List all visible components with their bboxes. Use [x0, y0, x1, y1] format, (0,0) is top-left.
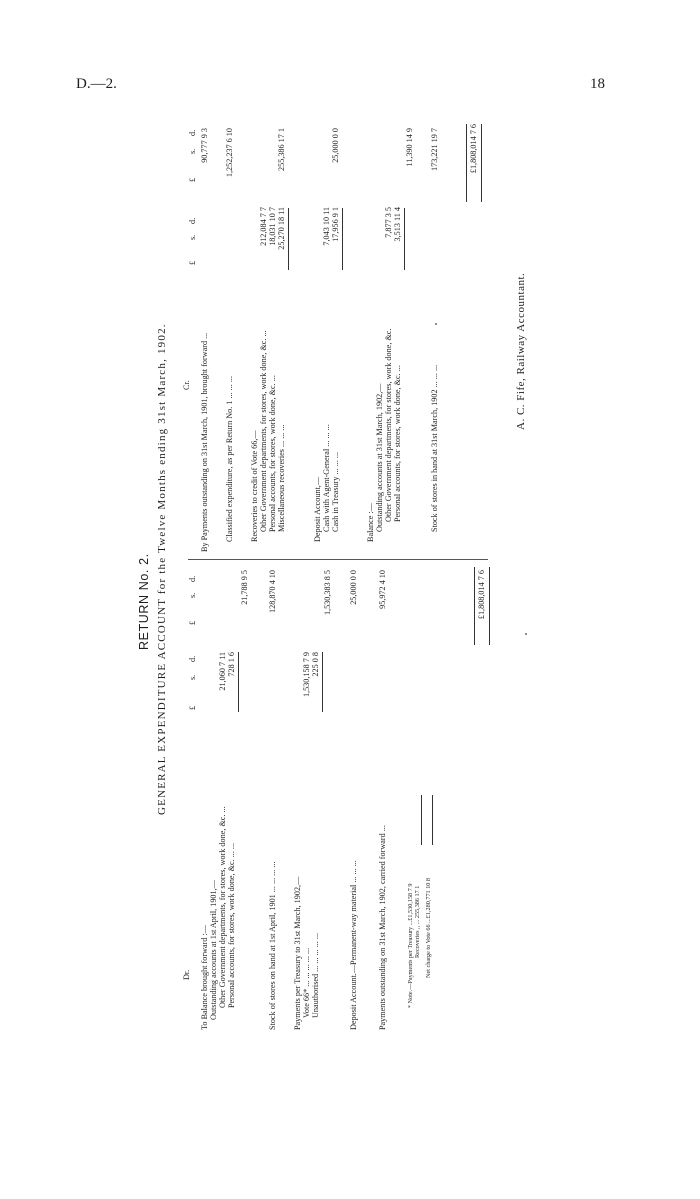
dr-total-rule-top	[474, 567, 475, 645]
cr-rec-total: 255,386 17 1	[277, 128, 286, 171]
signature: A. C. Fife, Railway Accountant.	[515, 272, 527, 430]
dr-head-s2: s.	[188, 592, 197, 598]
account-title: GENERAL EXPENDITURE ACCOUNT for the Twelve Months ending 31st March, 1902.	[156, 323, 168, 815]
cr-out-other: Other Government departments, for stores, work done, &c.	[384, 328, 393, 522]
cr-head-s2: s.	[188, 148, 197, 154]
dr-outstanding-head: Outstanding accounts at 1st April, 1901,—	[209, 880, 218, 1020]
page-number: 18	[590, 76, 605, 92]
cr-balance-head: Balance :—	[366, 503, 375, 542]
cr-rec-misc: Miscellaneous recoveries ... ... ...	[277, 424, 286, 532]
cr-head-l1: £	[188, 260, 197, 265]
speck-1	[525, 633, 527, 635]
dr-total-rule-bottom	[489, 567, 490, 645]
cr-head-d2: d.	[188, 129, 197, 136]
speck-2	[435, 323, 437, 325]
cr-cash-agent: Cash with Agent-General ... ... ...	[322, 424, 331, 532]
cr-out-other-amt: 7,877 3 5	[384, 207, 393, 238]
dr-payments-total: 1,530,383 8 5	[323, 570, 332, 616]
dr-other-depts: Other Government departments, for stores, work done, &c. ...	[218, 806, 227, 1008]
dr-outstanding-total: 21,788 9 5	[240, 570, 249, 605]
cr-label: Cr.	[182, 380, 191, 390]
cr-rec-personal-amt: 18,031 10 7	[268, 207, 277, 246]
dr-note-3: Net charge to Vote 66 ...£1,280,771 10 8	[425, 877, 432, 978]
dr-unauth-amt: 225 0 8	[311, 652, 320, 677]
cr-classified-amt: 1,252,237 6 10	[225, 128, 234, 178]
dr-personal-amt: 728 1 6	[227, 652, 236, 677]
dr-rule-2	[322, 652, 323, 712]
dr-payments-head: Payments per Treasury to 31st March, 1902,—	[293, 876, 302, 1030]
expenditure-account-table	[130, 110, 560, 1030]
dr-head-s1: s.	[188, 674, 197, 680]
cr-total-rule-bottom	[481, 124, 482, 202]
dr-total: £1,808,014 7 6	[477, 570, 486, 620]
dr-note-rule-2	[432, 795, 433, 845]
cr-deposit-head: Deposit Account,—	[313, 476, 322, 542]
cr-deposit-total: 25,000 0 0	[331, 128, 340, 163]
dr-balance-head: To Balance brought forward :—	[200, 925, 209, 1030]
dr-note-1: * Note.—Payments per Treasury ...£1,530,158 7 9	[407, 883, 414, 1008]
cr-head-d1: d.	[188, 217, 197, 224]
cr-by-payments: By Payments outstanding on 31st March, 1901, brought forward ...	[200, 332, 209, 552]
dr-other-depts-amt: 21,060 7 11	[218, 652, 227, 691]
dr-head-l2: £	[188, 620, 197, 625]
cr-rule-2	[342, 208, 343, 270]
cr-by-payments-amt: 90,777 9 3	[200, 128, 209, 163]
dr-payments-out: Payments outstanding on 31st March, 1902, carried forward ...	[378, 825, 387, 1030]
dr-label: Dr.	[182, 969, 191, 980]
cr-head-l2: £	[188, 177, 197, 182]
cr-cash-treasury-amt: 17,956 9 1	[331, 207, 340, 242]
cr-out-head: Outstanding accounts at 31st March, 1902,—	[375, 383, 384, 532]
cr-stock-amt: 173,221 19 7	[430, 128, 439, 171]
cr-stock: Stock of stores in hand at 31st March, 1902 ... ... ...	[430, 364, 439, 532]
dr-head-l1: £	[188, 705, 197, 710]
cr-out-personal: Personal accounts, for stores, work done, &c. ...	[393, 365, 402, 522]
dr-note-rule	[421, 795, 422, 845]
dr-stock: Stock of stores on hand at 1st April, 1901 ... ... ... ...	[268, 861, 277, 1030]
cr-out-personal-amt: 3,513 11 4	[393, 207, 402, 242]
cr-rec-personal: Personal accounts, for stores, work done, &c. ...	[268, 375, 277, 532]
cr-rule-1	[288, 208, 289, 270]
dr-deposit-amt: 25,000 0 0	[349, 570, 358, 605]
dr-payments-out-amt: 95,972 4 10	[378, 570, 387, 609]
cr-total-rule-top	[466, 124, 467, 202]
cr-rec-other-amt: 212,084 7 7	[259, 207, 268, 246]
dr-unauth: Unauthorised ... ... ... ... ...	[311, 932, 320, 1018]
cr-cash-treasury: Cash in Treasury ... ... ...	[331, 451, 340, 532]
cr-total: £1,808,014 7 6	[469, 124, 478, 174]
dr-rule-1	[238, 652, 239, 712]
cr-rec-other: Other Government departments, for stores, work done, &c. ...	[259, 330, 268, 532]
cr-head-s1: s.	[188, 234, 197, 240]
page-ref: D.—2.	[76, 76, 117, 92]
dr-deposit: Deposit Account.—Permanent-way material ... ... ...	[349, 860, 358, 1030]
column-divider	[188, 559, 488, 560]
dr-personal: Personal accounts, for stores, work done, &c. ... ...	[227, 842, 236, 1008]
cr-classified: Classified expenditure, as per Return No. 1 ... ... ...	[225, 376, 234, 542]
dr-head-d2: d.	[188, 575, 197, 582]
cr-recoveries-head: Recoveries to credit of Vote 66,—	[250, 430, 259, 542]
return-title: RETURN No. 2.	[137, 553, 151, 650]
cr-rule-3	[404, 208, 405, 270]
dr-stock-amt: 128,870 4 10	[268, 570, 277, 613]
cr-rec-misc-amt: 25,270 18 11	[277, 207, 286, 250]
dr-vote-amt: 1,530,158 7 9	[302, 652, 311, 698]
dr-vote: Vote 66* ... ... ... ... ...	[302, 947, 311, 1018]
cr-out-total: 11,390 14 9	[405, 128, 414, 167]
cr-cash-agent-amt: 7,043 10 11	[322, 207, 331, 246]
dr-head-d1: d.	[188, 655, 197, 662]
dr-note-2: Recoveries ,, ... 255,386 17 1	[414, 885, 421, 958]
